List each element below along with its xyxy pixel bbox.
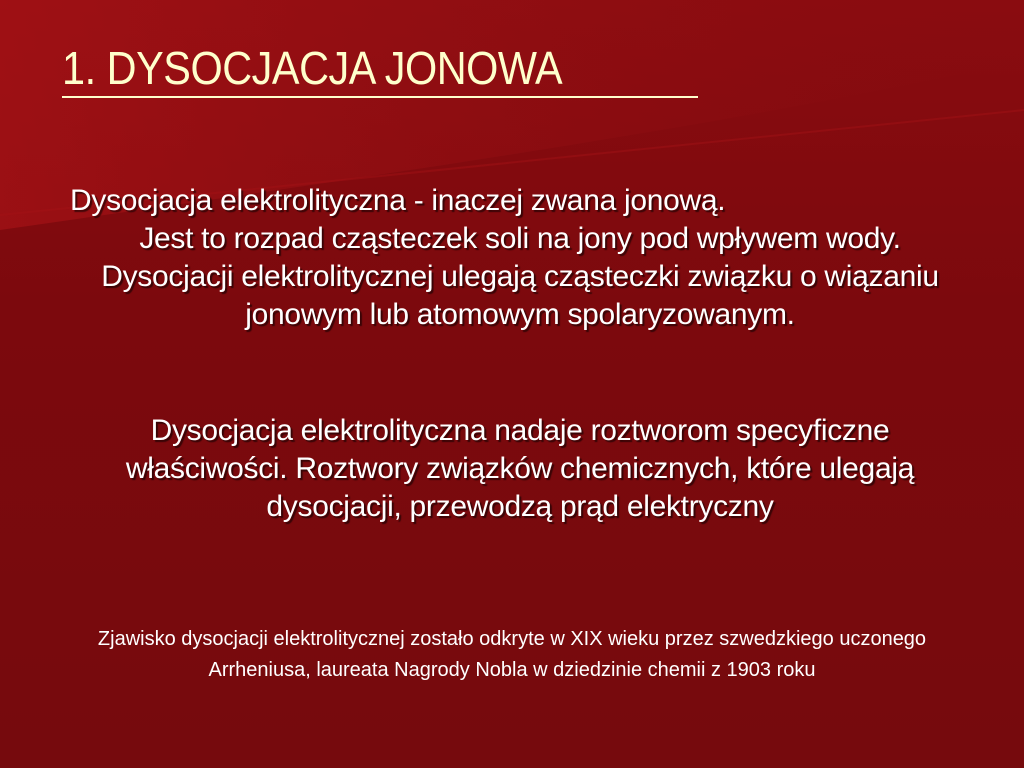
slide-title: 1. DYSOCJACJA JONOWA: [62, 42, 563, 94]
paragraph-properties: Dysocjacja elektrolityczna nadaje roztworom specyficzne właściwości. Roztwory związków chemicznych, które ulegają dysocjacji, przewodzą prąd elektryczny: [125, 414, 915, 523]
paragraph-definition-rest: Jest to rozpad cząsteczek soli na jony pod wpływem wody. Dysocjacji elektrolitycznej ulegają cząsteczki związku o wiązaniu jonowym lub atomowym spolaryzowanym.: [101, 222, 939, 331]
title-underline: [62, 96, 698, 98]
footnote-arrhenius: Zjawisko dysocjacji elektrolitycznej zostało odkryte w XIX wieku przez szwedzkiego uczonego Arrheniusa, laureata Nagrody Nobla w dziedzinie chemii z 1903 roku: [97, 628, 927, 681]
paragraph-definition-first-line: Dysocjacja elektrolityczna - inaczej zwana jonową.: [70, 184, 726, 217]
paragraph-definition: [40, 182, 980, 334]
